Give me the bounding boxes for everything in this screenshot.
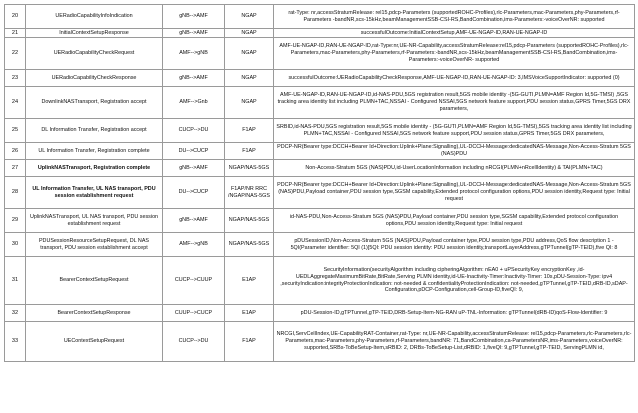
parameters-cell: rat-Type: nr,accessStratumRelease: rel15,pdcp-Parameters (supportedROHC-Profiles),rlc-Parameters,mac-Parameters,phy-Parameters,rf-Parameters -bandNR,scs-15kHz,beamManagementSSB-CSI-RS,BandCombination,ims-Parameters:-voiceOverNR: supported	[274, 5, 635, 29]
message-name-cell: UL Information Transfer, UL NAS transport, PDU session establishment request	[26, 177, 163, 209]
table-row	[5, 70, 635, 87]
row-number-cell: 31	[5, 257, 26, 305]
table-row	[5, 177, 635, 209]
parameters-cell: id-NAS-PDU,Non-Access-Stratum 5GS (NAS)PDU,Payload container,PDU session type,SGSM capability,Extended protocol configuration options,PDU session identity,Request type: Initial request	[274, 209, 635, 233]
direction-cell: gNB-->AMF	[163, 160, 225, 177]
protocol-cell: NGAP/NAS-5GS	[225, 209, 274, 233]
direction-cell: gNB-->AMF	[163, 5, 225, 29]
parameters-cell: Non-Access-Stratum 5GS (NAS)PDU,id-UserLocationInformation including nRCGI(PLMN+nRcellIdentity) & TAI(PLMN+TAC)	[274, 160, 635, 177]
row-number-cell: 22	[5, 38, 26, 70]
parameters-cell: successfulOutcome:UERadioCapabilityCheckResponse,AMF-UE-NGAP-ID,RAN-UE-NGAP-ID: 3,IMSVoiceSupportIndicator: supported (0)	[274, 70, 635, 87]
direction-cell: AMF-->Gnb	[163, 87, 225, 119]
message-name-cell: UERadioCapabilityCheckRequest	[26, 38, 163, 70]
parameters-cell: NRCGI,ServCellIndex,UE-CapabilityRAT-Container,rat-Type: nr,UE-NR-Capability,accessStratumRelease: rel15,pdcp-Parameters,rlc-Parameters,rlc-Parameters,mac-Parameters,phy-Parameters,rf-Parameters,bandNR: 71,BandCombination,ca-ParametersNR,ims-Parameters,voiceOverNR: supported,SRBs-ToBeSetup-Item,sRBID: 2, DRBs-ToBeSetup-List,dRBID: 1,fiveQI: 9,gTPTunnel,gTP-TEID, ServingPLMN id,	[274, 322, 635, 362]
parameters-cell: pDUSessionID,Non-Access-Stratum 5GS (NAS)PDU,Payload container type,PDU session type,PDU address,QoS flow description 1 - 5QI(Parameter identifier: 5QI (1)[5QI: PDU session identity: PDU session identity,transportLayerAddress,gTPTunnel(gTP-TEID),five QI: 8	[274, 233, 635, 257]
direction-cell: AMF-->gNB	[163, 38, 225, 70]
table-row	[5, 38, 635, 70]
message-name-cell: InitialContextSetupResponse	[26, 29, 163, 38]
table-body	[5, 5, 635, 362]
direction-cell: DU-->CUCP	[163, 177, 225, 209]
table-row	[5, 233, 635, 257]
direction-cell: CUCP-->DU	[163, 322, 225, 362]
direction-cell: DU-->CUCP	[163, 143, 225, 160]
row-number-cell: 20	[5, 5, 26, 29]
direction-cell: CUCP-->DU	[163, 119, 225, 143]
parameters-cell: SecurityInformation(securityAlgorithm including cipheringAlgorithm: nEA0 + uPSecurityKey encryptionKey ,id-UEDLAggregateMaximumBitRate,BitRate,Serving PLMN identity,id-UE-Inactivity-Timer:Inactivity-Timer: 10s,pDU-Session-Type: ipv4 ,securityIndication:integrityProtectionIndication: not-needed & confidentialityProtectionIndication: not-needed,gTPTunnel,gTP-TEID,dRB-ID,sDAP-Configuration,pDCP-Configuration,cell-Group-ID,fiveQI: 9,	[274, 257, 635, 305]
row-number-cell: 27	[5, 160, 26, 177]
protocol-cell: NGAP/NAS-5GS	[225, 233, 274, 257]
table-row	[5, 29, 635, 38]
parameters-cell: AMF-UE-NGAP-ID,RAN-UE-NGAP-ID,rat-Type:nr,UE-NR-Capability,accessStratumRelease:rel15,pdcp-Parameters (supportedROHC-Profiles),rlc-Parameters,mac-Parameters,phy-Parameters,rf-Parameters:-bandNR,scs-15kHz,beamManagementSSB-CSI-RS,BandCombination,ims-Parameters:-voiceOverNR- supported	[274, 38, 635, 70]
row-number-cell: 25	[5, 119, 26, 143]
parameters-cell: SRBID,id-NAS-PDU,5GS registration result,5GS mobile identity - (5G-GUTI,PLMN=AMF Region Id,5G-TMSI),5GS tracking area identity list including PLMN+TAC,NSSAI - Configured NSSAI,5GS network feature support,PDU session status,GPRS Timer,5GS DRX parameters,	[274, 119, 635, 143]
message-name-cell: BearerContextSetupResponse	[26, 305, 163, 322]
protocol-cell: NGAP	[225, 29, 274, 38]
parameters-cell: AMF-UE-NGAP-ID,RAN-UE-NGAP-ID,id-NAS-PDU,5GS registration result,5GS mobile identity -(5G-GUTI,PLMN=AMF Region Id,5G-TMSI) ,5GS tracking area identity list including PLMN+TAC,NSSAI - Configured NSSAI,5GS network feature support,PDU session status,GPRS Timer,5GS DRX parameters,	[274, 87, 635, 119]
protocol-cell: F1AP	[225, 143, 274, 160]
parameters-cell: PDCP-NR(Bearer type:DCCH+Bearer Id+Direction:Uplink+Plane:Signalling),UL-DCCH-Message:dedicatedNAS-Message,Non-Access-Stratum 5GS (NAS)PDU	[274, 143, 635, 160]
row-number-cell: 30	[5, 233, 26, 257]
signaling-message-table	[4, 4, 635, 362]
protocol-cell: NGAP	[225, 70, 274, 87]
row-number-cell: 28	[5, 177, 26, 209]
message-name-cell: UEContextSetupRequest	[26, 322, 163, 362]
message-table-container	[4, 4, 634, 362]
message-name-cell: UL Information Transfer, Registration complete	[26, 143, 163, 160]
direction-cell: AMF-->gNB	[163, 233, 225, 257]
table-row	[5, 143, 635, 160]
table-row	[5, 322, 635, 362]
table-row	[5, 119, 635, 143]
row-number-cell: 33	[5, 322, 26, 362]
protocol-cell: NGAP	[225, 87, 274, 119]
message-name-cell: DL Information Transfer, Registration accept	[26, 119, 163, 143]
message-name-cell: UERadioCapabilityInfoIndication	[26, 5, 163, 29]
table-row	[5, 5, 635, 29]
table-row	[5, 160, 635, 177]
table-row	[5, 87, 635, 119]
row-number-cell: 24	[5, 87, 26, 119]
parameters-cell: PDCP-NR(Bearer type:DCCH+Bearer Id+Direction:Uplink+Plane:Signalling),UL-DCCH-Message:dedicatedNAS-Message,Non-Access-Stratum 5GS (NAS)PDU,Payload container,PDU session type,SGSM capability,Extended protocol configuration options,PDU session identity,Request type: Initial request	[274, 177, 635, 209]
protocol-cell: E1AP	[225, 305, 274, 322]
protocol-cell: E1AP	[225, 257, 274, 305]
protocol-cell: NGAP	[225, 38, 274, 70]
row-number-cell: 32	[5, 305, 26, 322]
row-number-cell: 26	[5, 143, 26, 160]
table-row	[5, 305, 635, 322]
message-name-cell: UERadioCapabilityCheckResponse	[26, 70, 163, 87]
row-number-cell: 23	[5, 70, 26, 87]
direction-cell: gNB-->AMF	[163, 70, 225, 87]
direction-cell: gNB-->AMF	[163, 29, 225, 38]
row-number-cell: 29	[5, 209, 26, 233]
message-name-cell: UplinkNASTransport, Registration complete	[26, 160, 163, 177]
row-number-cell: 21	[5, 29, 26, 38]
protocol-cell: F1AP/NR RRC /NGAP/NAS-5GS	[225, 177, 274, 209]
parameters-cell: pDU-Session-ID,gTPTunnel,gTP-TEID,DRB-Setup-Item-NG-RAN uP-TNL-Information: gTPTunnel(dRB-ID)qoS-Flow-Identifier: 9	[274, 305, 635, 322]
message-name-cell: PDUSessionResourceSetupRequest, DL NAS transport, PDU session establishment accept	[26, 233, 163, 257]
protocol-cell: NGAP	[225, 5, 274, 29]
protocol-cell: F1AP	[225, 119, 274, 143]
message-name-cell: BearerContextSetupRequest	[26, 257, 163, 305]
message-name-cell: DownlinkNASTransport, Registration accept	[26, 87, 163, 119]
direction-cell: CUCP-->CUUP	[163, 257, 225, 305]
direction-cell: CUUP-->CUCP	[163, 305, 225, 322]
table-row	[5, 257, 635, 305]
protocol-cell: F1AP	[225, 322, 274, 362]
direction-cell: gNB-->AMF	[163, 209, 225, 233]
parameters-cell: successfulOutcome:InitialContextSetup,AMF-UE-NGAP-ID,RAN-UE-NGAP-ID	[274, 29, 635, 38]
message-name-cell: UplinkNASTransport, UL NAS transport, PDU session establishment request	[26, 209, 163, 233]
table-row	[5, 209, 635, 233]
protocol-cell: NGAP/NAS-5GS	[225, 160, 274, 177]
